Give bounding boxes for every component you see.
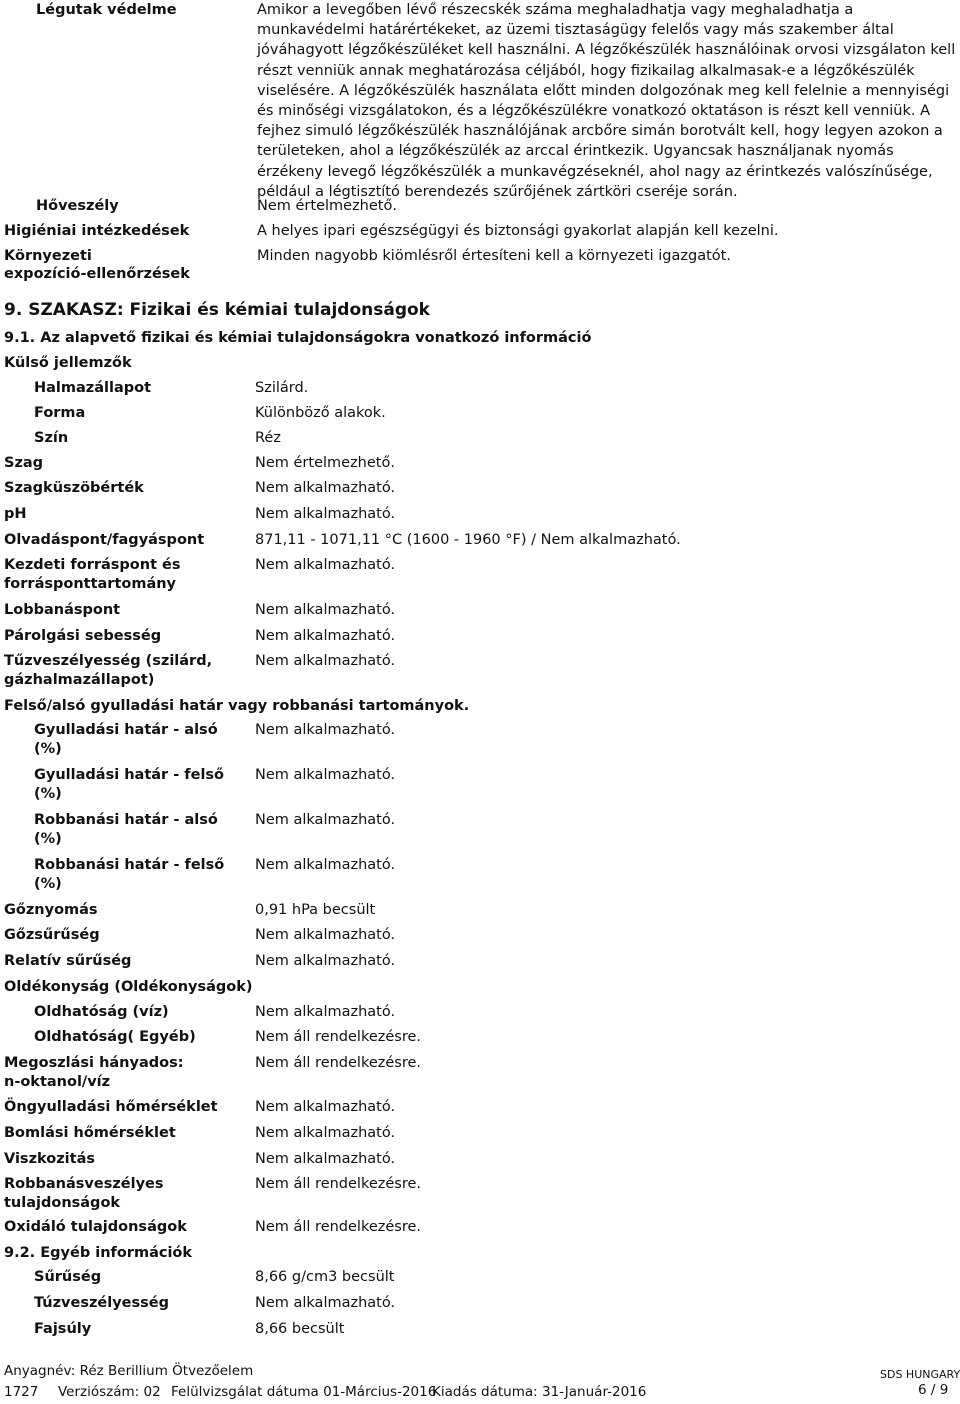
halmaz-label: Halmazállapot xyxy=(34,380,152,396)
robbanasveszely-value: Nem áll rendelkezésre. xyxy=(255,1176,422,1192)
oxidalo-label: Oxidáló tulajdonságok xyxy=(4,1219,187,1235)
szagkuszob-label: Szagküszöbérték xyxy=(4,480,144,496)
goznyomas-value: 0,91 hPa becsült xyxy=(255,902,376,918)
footer-sds: SDS HUNGARY xyxy=(880,1368,960,1381)
section9-title: 9. SZAKASZ: Fizikai és kémiai tulajdonságok xyxy=(4,300,430,320)
env-label-line2: expozíció-ellenőrzések xyxy=(4,266,190,282)
parolgas-label: Párolgási sebesség xyxy=(4,628,162,644)
tuzveszelyesseg-value: Nem alkalmazható. xyxy=(255,1295,396,1311)
szin-value: Réz xyxy=(255,430,281,446)
tuzveszely-value: Nem alkalmazható. xyxy=(255,653,396,669)
footer-doc-no: 1727 xyxy=(4,1384,39,1400)
gyull-felso-value: Nem alkalmazható. xyxy=(255,767,396,783)
oxidalo-value: Nem áll rendelkezésre. xyxy=(255,1219,422,1235)
szag-label: Szag xyxy=(4,455,44,471)
ph-value: Nem alkalmazható. xyxy=(255,506,396,522)
gyull-also-label-line2: (%) xyxy=(34,741,62,757)
lobbanas-value: Nem alkalmazható. xyxy=(255,602,396,618)
megoszlasi-label-line1: Megoszlási hányados: xyxy=(4,1055,184,1071)
forras-label-line1: Kezdeti forráspont és xyxy=(4,557,181,573)
bomlasi-label: Bomlási hőmérséklet xyxy=(4,1125,176,1141)
halmaz-value: Szilárd. xyxy=(255,380,309,396)
fajsuly-value: 8,66 becsült xyxy=(255,1321,345,1337)
gozsuruseg-value: Nem alkalmazható. xyxy=(255,927,396,943)
footer-revision: Felülvizsgálat dátuma 01-Március-2016 xyxy=(171,1384,437,1400)
forras-value: Nem alkalmazható. xyxy=(255,557,396,573)
heat-value: Nem értelmezhető. xyxy=(257,198,397,214)
oldhato-viz-value: Nem alkalmazható. xyxy=(255,1004,396,1020)
viszkozitas-label: Viszkozitás xyxy=(4,1151,95,1167)
hygiene-value: A helyes ipari egészségügyi és biztonsági gyakorlat alapján kell kezelni. xyxy=(257,223,779,239)
oldekonysag-heading: Oldékonyság (Oldékonyságok) xyxy=(4,979,253,995)
fajsuly-label: Fajsúly xyxy=(34,1321,92,1337)
bomlasi-value: Nem alkalmazható. xyxy=(255,1125,396,1141)
megoszlasi-label-line2: n-oktanol/víz xyxy=(4,1074,111,1090)
env-value: Minden nagyobb kiömlésről értesíteni kell a környezeti igazgatót. xyxy=(257,248,731,264)
forras-label-line2: forrásponttartomány xyxy=(4,576,177,592)
megoszlasi-value: Nem áll rendelkezésre. xyxy=(255,1055,422,1071)
section91-title: 9.1. Az alapvető fizikai és kémiai tulajdonságokra vonatkozó információ xyxy=(4,330,592,346)
relativ-label: Relatív sűrűség xyxy=(4,953,132,969)
viszkozitas-value: Nem alkalmazható. xyxy=(255,1151,396,1167)
gyull-felso-label-line1: Gyulladási határ - felső xyxy=(34,767,225,783)
footer-version: Verziószám: 02 xyxy=(58,1384,161,1400)
footer-issue: Kiadás dátuma: 31-Január-2016 xyxy=(432,1384,647,1400)
robbanasveszely-label-line2: tulajdonságok xyxy=(4,1195,121,1211)
gyull-also-label-line1: Gyulladási határ - alsó xyxy=(34,722,218,738)
kulso-jellemzok: Külső jellemzők xyxy=(4,355,132,371)
robb-also-label-line1: Robbanási határ - alsó xyxy=(34,812,218,828)
oldhato-viz-label: Oldhatóság (víz) xyxy=(34,1004,169,1020)
env-label-line1: Környezeti xyxy=(4,248,92,264)
relativ-value: Nem alkalmazható. xyxy=(255,953,396,969)
robb-felso-value: Nem alkalmazható. xyxy=(255,857,396,873)
robb-also-label-line2: (%) xyxy=(34,831,62,847)
ongyull-label: Öngyulladási hőmérséklet xyxy=(4,1099,218,1115)
felso-also-heading: Felső/alsó gyulladási határ vagy robbanási tartományok. xyxy=(4,698,470,714)
ongyull-value: Nem alkalmazható. xyxy=(255,1099,396,1115)
oldhato-egyeb-label: Oldhatóság( Egyéb) xyxy=(34,1029,196,1045)
oldhato-egyeb-value: Nem áll rendelkezésre. xyxy=(255,1029,422,1045)
footer-page: 6 / 9 xyxy=(918,1382,949,1398)
forma-value: Különböző alakok. xyxy=(255,405,386,421)
forma-label: Forma xyxy=(34,405,86,421)
respiratory-text: Amikor a levegőben lévő részecskék száma meghaladhatja vagy meghaladhatja a munkavédelmi határértékeket, az üzemi tisztaságügy felelős vagy más szakember által jóváhagyott légzőkészüléket kell használni. A légzőkészülék használóinak orvosi vizsgálaton kell részt venniük annak meghatározása céljából, hogy fizikailag alkalmasak-e a légzőkészülék viselésére. A légzőkészülék használata előtt minden dolgozónak meg kell felelnie a mennyiségi és minőségi vizsgálatokon, és a légzőkészülékre vonatkozó oktatáson is részt kell venniük. A fejhez simuló légzőkészülék használójának arcbőre simán borotvált kell, hogy legyen azokon a területeken, ahol a légzőkészülék az arccal érintkezik. Ugyancsak használjanak nyomás érzékeny levegő légzőkészülék a munkavégzéseknél, ahol nagy az érintkezés valószínűsége, például a légtisztító berendezés szűrőjének zártköri cseréje során. xyxy=(257,2,956,200)
robb-also-value: Nem alkalmazható. xyxy=(255,812,396,828)
hygiene-label: Higiéniai intézkedések xyxy=(4,223,190,239)
tuzveszelyesseg-label: Túzveszélyesség xyxy=(34,1295,169,1311)
olvadas-label: Olvadáspont/fagyáspont xyxy=(4,532,205,548)
robb-felso-label-line2: (%) xyxy=(34,876,62,892)
szagkuszob-value: Nem alkalmazható. xyxy=(255,480,396,496)
goznyomas-label: Gőznyomás xyxy=(4,902,98,918)
parolgas-value: Nem alkalmazható. xyxy=(255,628,396,644)
tuzveszely-label-line2: gázhalmazállapot) xyxy=(4,672,155,688)
heat-label: Hőveszély xyxy=(36,198,119,214)
respiratory-label: Légutak védelme xyxy=(36,2,177,18)
footer-product: Anyagnév: Réz Berillium Ötvezőelem xyxy=(4,1363,254,1379)
suruseg-value: 8,66 g/cm3 becsült xyxy=(255,1269,395,1285)
ph-label: pH xyxy=(4,506,27,522)
lobbanas-label: Lobbanáspont xyxy=(4,602,121,618)
gozsuruseg-label: Gőzsűrűség xyxy=(4,927,100,943)
robbanasveszely-label-line1: Robbanásveszélyes xyxy=(4,1176,164,1192)
gyull-felso-label-line2: (%) xyxy=(34,786,62,802)
olvadas-value: 871,11 - 1071,11 °C (1600 - 1960 °F) / Nem alkalmazható. xyxy=(255,532,681,548)
szin-label: Szín xyxy=(34,430,69,446)
tuzveszely-label-line1: Tűzveszélyesség (szilárd, xyxy=(4,653,213,669)
robb-felso-label-line1: Robbanási határ - felső xyxy=(34,857,225,873)
szag-value: Nem értelmezhető. xyxy=(255,455,395,471)
section92-title: 9.2. Egyéb információk xyxy=(4,1245,193,1261)
gyull-also-value: Nem alkalmazható. xyxy=(255,722,396,738)
suruseg-label: Sűrűség xyxy=(34,1269,102,1285)
